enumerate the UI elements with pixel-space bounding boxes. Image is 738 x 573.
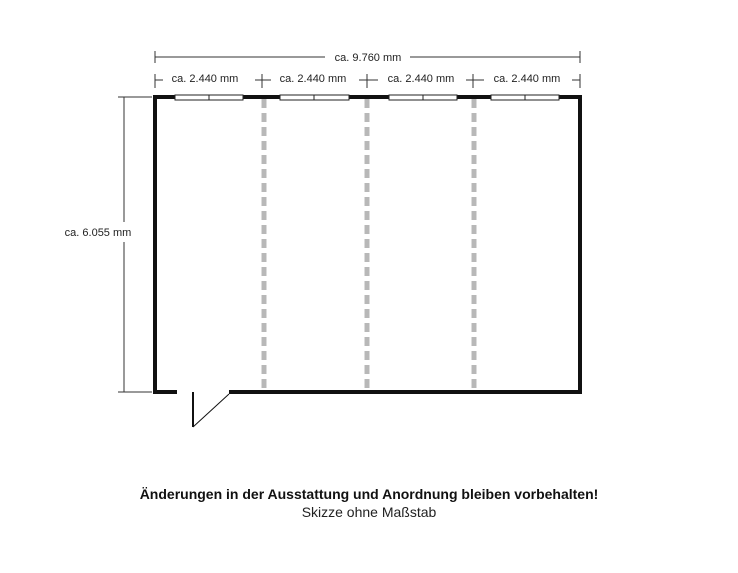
module-width-label-1: ca. 2.440 mm	[171, 73, 239, 85]
door	[193, 392, 229, 427]
depth-dimension	[65, 97, 152, 392]
module-width-label-3: ca. 2.440 mm	[387, 73, 455, 85]
disclaimer-note: Änderungen in der Ausstattung und Anordnung bleiben vorbehalten!	[139, 486, 599, 502]
depth-label: ca. 6.055 mm	[64, 227, 132, 239]
module-width-label-2: ca. 2.440 mm	[279, 73, 347, 85]
scale-note: Skizze ohne Maßstab	[301, 504, 437, 520]
window-1	[175, 95, 243, 100]
window-3	[389, 95, 457, 100]
caption	[0, 485, 738, 521]
window-2	[280, 95, 349, 100]
total-width-label: ca. 9.760 mm	[334, 52, 402, 64]
total-width-dimension	[155, 51, 580, 64]
module-width-label-4: ca. 2.440 mm	[493, 73, 561, 85]
window-4	[491, 95, 559, 100]
module-width-dimensions	[155, 71, 580, 88]
